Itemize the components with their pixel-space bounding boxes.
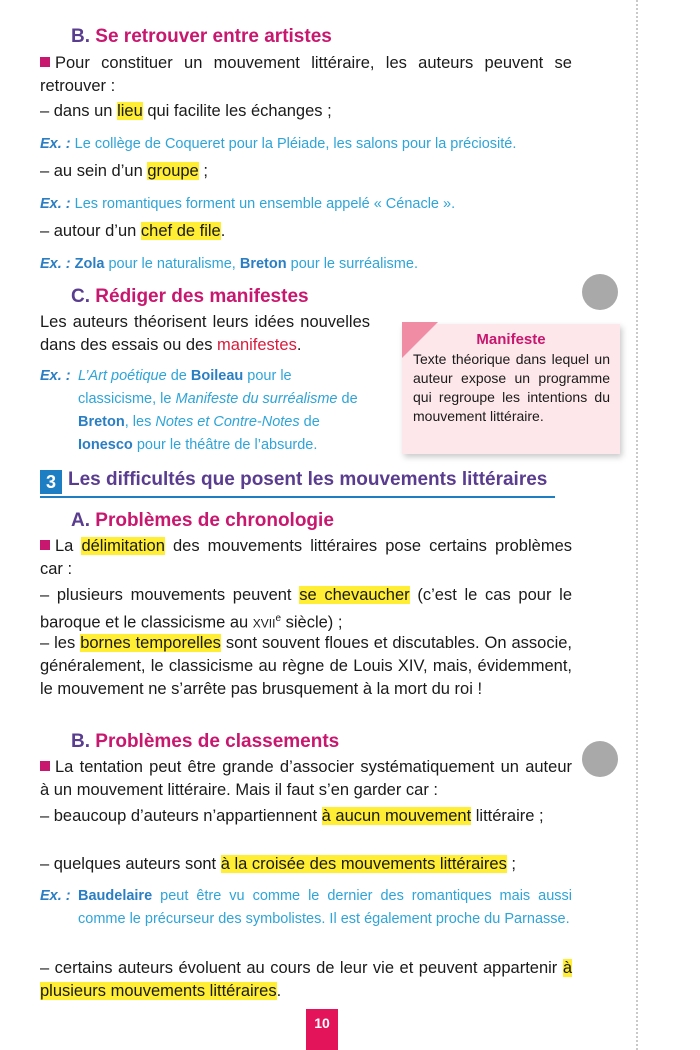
section-3b-item-aucun: – beaucoup d’auteurs n’appartiennent à aucun mouvement littéraire ;: [40, 807, 544, 825]
page-number: 10: [306, 1009, 338, 1050]
section-3-heading: [40, 470, 555, 494]
bullet-square-icon: [40, 540, 50, 550]
example-chef: Ex. : Zola pour le naturalisme, Breton pour le surréalisme.: [40, 256, 418, 272]
section-3b-intro: La tentation peut être grande d’associer systématiquement un auteur à un mouvement littéraire. Mais il faut s’en garder car :: [40, 758, 572, 799]
section-3b-item-croisee: – quelques auteurs sont à la croisée des mouvements littéraires ;: [40, 855, 517, 873]
section-3b-item-plusieurs: – certains auteurs évoluent au cours de leur vie et peuvent appartenir à plusieurs mouvements littéraires.: [40, 959, 572, 1000]
section-3a-item-bornes: – les bornes temporelles sont souvent floues et discutables. On associe, généralement, le classicisme au règne de Louis XIV, mais, évidemment, le mouvement ne s’arrête pas brusquement à la mort du roi !: [40, 634, 573, 698]
section-title: Les difficultés que posent les mouvements littéraires: [68, 469, 548, 490]
section-b-intro: Pour constituer un mouvement littéraire, les auteurs peuvent se retrouver :: [40, 54, 572, 95]
example-baudelaire: Ex. : Baudelaire peut être vu comme le dernier des romantiques mais aussi comme le précurseur des symbolistes. Il est également proche du Parnasse.: [40, 888, 572, 927]
section-b-item-lieu: – dans un lieu qui facilite les échanges ;: [40, 102, 332, 120]
section-underline: [40, 496, 555, 498]
example-manifestes: Ex. : L’Art poétique de Boileau pour le classicisme, le Manifeste du surréalisme de Breton, les Notes et Contre-Notes de Ionesco pour le théâtre de l’absurde.: [40, 368, 358, 453]
section-b-item-groupe: – au sein d’un groupe ;: [40, 162, 208, 180]
section-number: 3: [40, 470, 62, 494]
subheading-c: C. Rédiger des manifestes: [71, 286, 309, 307]
definition-corner-icon: [402, 322, 438, 358]
binder-hole-top: [582, 274, 618, 310]
section-c-text: Les auteurs théorisent leurs idées nouvelles dans des essais ou des manifestes.: [40, 313, 370, 354]
bullet-square-icon: [40, 761, 50, 771]
definition-title: Manifeste: [476, 331, 546, 348]
example-groupe: Ex. : Les romantiques forment un ensemble appelé « Cénacle ».: [40, 196, 456, 212]
cut-line: [636, 0, 638, 1050]
subheading-3b: B. Problèmes de classements: [71, 731, 340, 752]
binder-hole-bottom: [582, 741, 618, 777]
definition-text: Texte théorique dans lequel un auteur expose un programme qui regroupe les intentions du mouvement littéraire.: [413, 351, 610, 424]
section-b-item-chef: – autour d’un chef de file.: [40, 222, 226, 240]
example-lieu: Ex. : Le collège de Coqueret pour la Pléiade, les salons pour la préciosité.: [40, 136, 517, 152]
bullet-square-icon: [40, 57, 50, 67]
section-3a-intro: La délimitation des mouvements littéraires pose certains problèmes car :: [40, 537, 572, 578]
section-3a-item-chevaucher: – plusieurs mouvements peuvent se chevaucher (c’est le cas pour le baroque et le classicisme au xvii$^e$ siècle) ;: [40, 586, 572, 632]
subheading-3a: A. Problèmes de chronologie: [71, 510, 334, 531]
subheading-b: B. Se retrouver entre artistes: [71, 26, 332, 47]
